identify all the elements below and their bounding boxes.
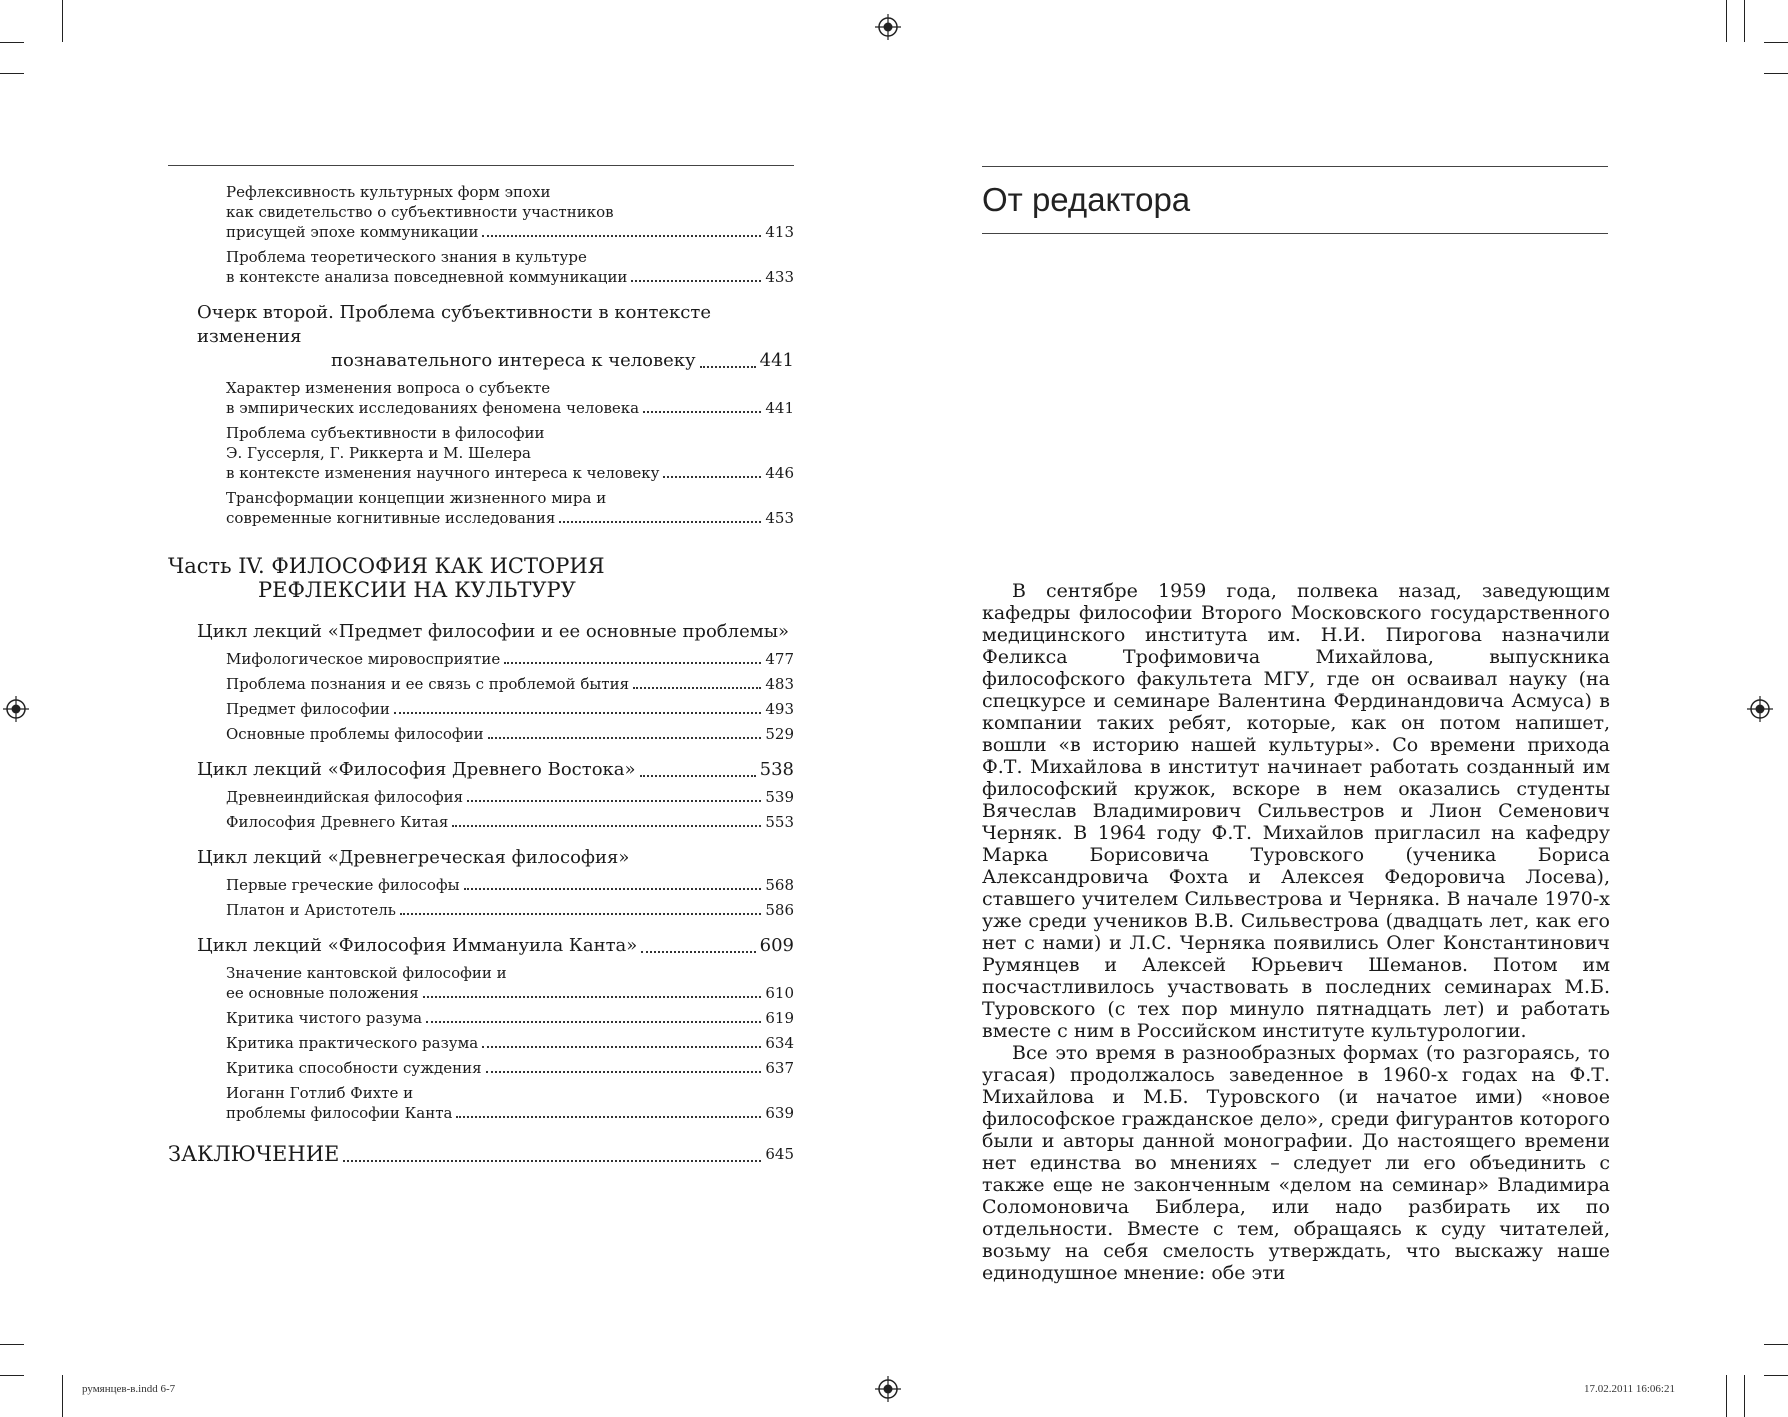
page-number: 453 [765,509,794,527]
toc-entry: Проблема субъективности в философии Э. Гуссерля, Г. Риккерта и М. Шелера в контексте изменения научного интереса к человеку 446 [226,424,794,482]
toc-entry: Первые греческие философы 568 [226,876,794,894]
toc-entry: Предмет философии 493 [226,700,794,718]
page-number: 477 [765,650,794,668]
toc-entry: Иоганн Готлиб Фихте и проблемы философии Канта 639 [226,1084,794,1122]
page-number: 553 [765,813,794,831]
toc-entry: Характер изменения вопроса о субъекте в эмпирических исследованиях феномена человека 441 [226,379,794,417]
toc-part-heading: Часть IV. ФИЛОСОФИЯ КАК ИСТОРИЯ РЕФЛЕКСИИ НА КУЛЬТУРУ [168,554,605,602]
registration-mark-icon [875,14,901,40]
toc-cycle-heading: Цикл лекций «Древнегреческая философия» [197,847,630,868]
page-number: 634 [765,1034,794,1052]
chapter-header [982,166,1608,234]
page-number: 446 [765,464,794,482]
page-number: 538 [759,759,794,780]
page-number: 433 [765,268,794,286]
crop-mark [62,0,63,42]
registration-mark-icon [875,1376,901,1402]
page-number: 441 [765,399,794,417]
toc-entry: Трансформации концепции жизненного мира и современные когнитивные исследования 453 [226,489,794,527]
table-of-contents [168,165,794,1167]
chapter-title: От редактора [982,181,1191,218]
toc-conclusion: ЗАКЛЮЧЕНИЕ 645 [168,1142,794,1166]
registration-mark-icon [3,696,29,722]
crop-mark [1764,73,1788,74]
page-number: 441 [759,350,794,371]
toc-entry: Проблема теоретического знания в культуре в контексте анализа повседневной коммуникации 433 [226,248,794,286]
toc-entry: Значение кантовской философии и ее основные положения 610 [226,964,794,1002]
crop-mark [0,1375,24,1376]
crop-mark [1726,0,1727,42]
crop-mark [1764,1375,1788,1376]
page-number: 586 [765,901,794,919]
toc-entry: Философия Древнего Китая 553 [226,813,794,831]
page-number: 637 [765,1059,794,1077]
toc-cycle-heading: Цикл лекций «Философия Иммануила Канта» 609 [197,935,794,956]
paragraph: Все это время в разнообразных формах (то разгораясь, то угасая) продолжалось заведенное в 1960-х годах на Ф.Т. Михайлова и М.Б. Туровского (и начатое ими) «новое философское гражданское дело», среди фигурантов которого были и авторы данной монографии. До настоящего времени нет единства во мнениях – следует ли его объединить с также еще не законченным «делом на семинар» Владимира Соломоновича Библера, или надо разбирать их по отдельности. Вместе с тем, обращаясь к суду читателей, возьму на себя смелость утверждать, что выскажу наше единодушное мнение: обе эти [982,1042,1610,1284]
page-number: 619 [765,1009,794,1027]
toc-entry: Мифологическое мировосприятие 477 [226,650,794,668]
toc-cycle-heading: Цикл лекций «Предмет философии и ее основные проблемы» [197,621,790,642]
editor-text [982,580,1610,1284]
crop-mark [1764,42,1788,43]
page-number: 413 [765,223,794,241]
toc-entry: Рефлексивность культурных форм эпохи как свидетельство о субъективности участников присущей эпохе коммуникации 413 [226,183,794,241]
toc-entry: Критика практического разума 634 [226,1034,794,1052]
slug-date: 17.02.2011 16:06:21 [1584,1383,1675,1395]
page-number: 609 [759,935,794,956]
crop-mark [0,1344,24,1345]
page-number: 529 [765,725,794,743]
page-number: 539 [765,788,794,806]
registration-mark-icon [1747,696,1773,722]
crop-mark [1726,1375,1727,1417]
toc-entry: Древнеиндийская философия 539 [226,788,794,806]
paragraph: В сентябре 1959 года, полвека назад, заведующим кафедры философии Второго Московского государственного медицинского института им. Н.И. Пирогова назначили Феликса Трофимовича Михайлова, выпускника философского факультета МГУ, где он осваивал науку (на спецкурсе и семинаре Валентина Фердинандовича Асмуса) в компании таких ребят, которые, как он потом напишет, вошли «в историю нашей культуры». Со времени прихода Ф.Т. Михайлова в институт начинает работать созданный им философский кружок, вскоре в нем оказались студенты Вячеслав Владимирович Сильвестров и Лион Семенович Черняк. В 1964 году Ф.Т. Михайлов пригласил на кафедру Марка Борисовича Туровского (ученика Бориса Александровича Фохта и Алексея Федоровича Лосева), ставшего учителем Сильвестрова и Черняка. В начале 1970-х уже среди учеников В.В. Сильвестрова (двадцать лет, как его нет с нами) и Л.С. Черняка появились Олег Константинович Румянцев и Алексей Юрьевич Шеманов. Потом им посчастливилось участвовать в последних семинарах М.Б. Туровского (с тех пор минуло пятнадцать лет) и работать вместе с ним в Российском институте культурологии. [982,580,1610,1042]
page-number: 493 [765,700,794,718]
crop-mark [1764,1344,1788,1345]
page-number: 568 [765,876,794,894]
crop-mark [62,1375,63,1417]
toc-cycle-heading: Цикл лекций «Философия Древнего Востока» 538 [197,759,794,780]
toc-entry: Платон и Аристотель 586 [226,901,794,919]
page-number: 610 [765,984,794,1002]
page-number: 483 [765,675,794,693]
toc-entry: Критика чистого разума 619 [226,1009,794,1027]
crop-mark [1744,1375,1745,1417]
crop-mark [0,73,24,74]
toc-entry: Проблема познания и ее связь с проблемой бытия 483 [226,675,794,693]
toc-essay-entry: Очерк второй. Проблема субъективности в контексте изменения познавательного интереса к человеку 441 [197,302,794,371]
page-number: 645 [765,1145,794,1163]
crop-mark [1744,0,1745,42]
page-number: 639 [765,1104,794,1122]
toc-entry: Критика способности суждения 637 [226,1059,794,1077]
slug-filename: румянцев-в.indd 6-7 [82,1383,176,1395]
toc-entry: Основные проблемы философии 529 [226,725,794,743]
crop-mark [0,42,24,43]
